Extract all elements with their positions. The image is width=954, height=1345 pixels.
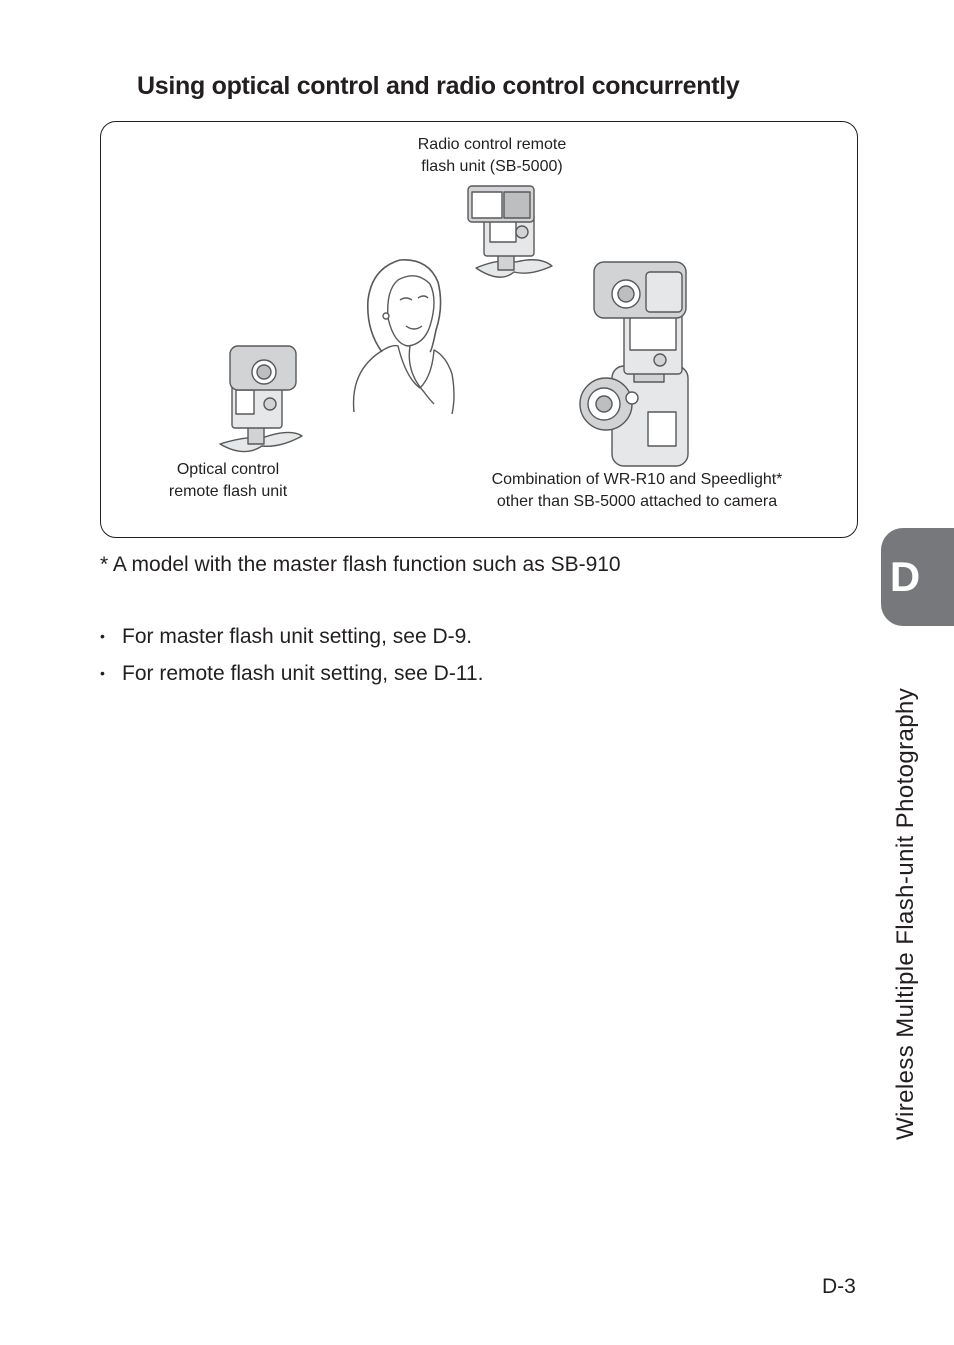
list-item	[100, 655, 483, 692]
chapter-title-vertical: Wireless Multiple Flash-unit Photography	[892, 687, 919, 1140]
bullet-glyph: •	[100, 628, 105, 644]
label-combination-line-1: Combination of WR-R10 and Speedlight*	[491, 471, 783, 488]
list-item-text: For remote flash unit setting, see D-11.	[122, 662, 484, 685]
chapter-tab	[881, 528, 954, 626]
label-radio-line-2: flash unit (SB-5000)	[421, 158, 563, 175]
optical-remote-flash-icon	[220, 346, 302, 452]
footnote: * A model with the master flash function such as SB-910	[100, 553, 621, 576]
chapter-tab-letter: D	[889, 553, 921, 600]
list-item-text: For master flash unit setting, see D-9.	[122, 625, 473, 648]
label-optical-line-2: remote flash unit	[168, 483, 288, 500]
list-item	[100, 618, 483, 655]
radio-remote-flash-icon	[468, 186, 552, 277]
camera-with-speedlight-icon	[580, 262, 688, 466]
section-title: Using optical control and radio control concurrently	[137, 72, 740, 100]
subject-person-illustration	[354, 260, 454, 414]
bullet-glyph: •	[100, 665, 105, 681]
label-optical-line-1: Optical control	[176, 461, 280, 478]
reference-list	[100, 618, 483, 692]
page-number: D-3	[822, 1275, 856, 1298]
label-radio-line-1: Radio control remote	[417, 136, 567, 153]
flash-setup-illustration	[0, 0, 954, 545]
label-combination-line-2: other than SB-5000 attached to camera	[496, 493, 778, 510]
